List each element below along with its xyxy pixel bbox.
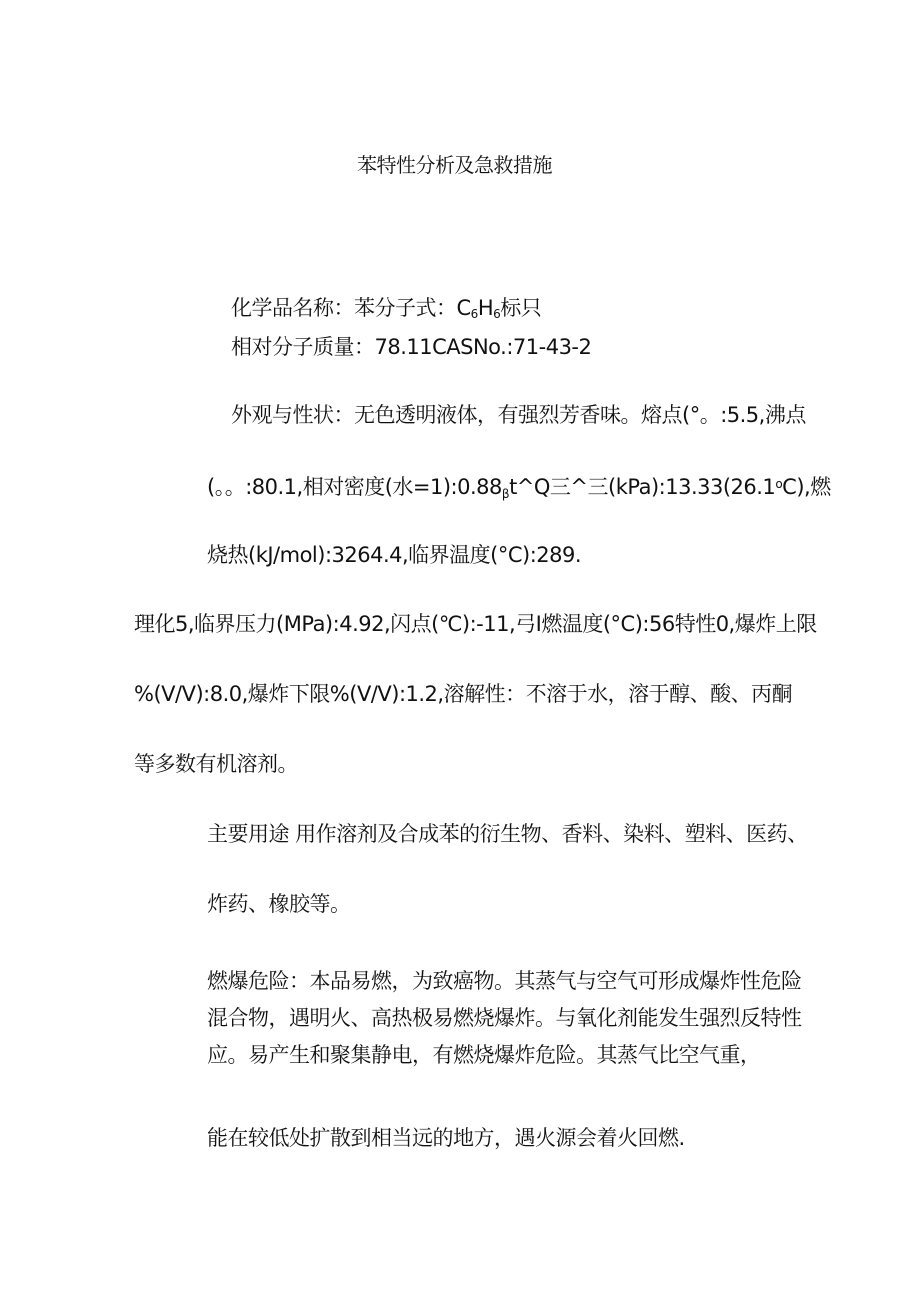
degree-glyph: o: [775, 477, 783, 491]
hazard-line-2: 混合物，遇明火、高热极易燃烧爆炸。与氧化剂能发生强烈反特性: [207, 1006, 802, 1030]
formula-subscript: 6: [493, 307, 501, 321]
hazard-line-3: 应。易产生和聚集静电，有燃烧爆炸危险。其蒸气比空气重，: [207, 1043, 761, 1067]
combustion-heat-line: 烧热(kJ/mol):3264.4,临界温度(°C):289.: [207, 543, 582, 567]
molecular-mass-line: 相对分子质量：78.11CASNo.:71-43-2: [231, 335, 592, 359]
density-line: [207, 473, 831, 501]
density-text: (。。:80.1,相对密度(水=1):0.88: [207, 475, 502, 499]
vapor-text: t^Q三^三(kPa):13.33(26.1: [509, 475, 776, 499]
vapor-tail: C),燃: [782, 475, 831, 499]
solvent-line: 等多数有机溶剂。: [134, 752, 298, 776]
explosion-limit-line: %(V/V):8.0,爆炸下限%(V/V):1.2,溶解性：不溶于水，溶于醇、酸、丙酮: [134, 682, 793, 706]
chem-name-text: 化学品名称：苯分子式：C: [231, 296, 471, 320]
beta-glyph: β: [501, 487, 510, 501]
chem-name-line: [231, 294, 541, 322]
usage-line: 主要用途 用作溶剂及合成苯的衍生物、香料、染料、塑料、医药、: [207, 822, 808, 846]
usage-line-2: 炸药、橡胶等。: [207, 892, 351, 916]
document-title: 苯特性分析及急救措施: [357, 153, 552, 177]
hazard-line-4: 能在较低处扩散到相当远的地方，遇火源会着火回燃.: [207, 1126, 685, 1150]
formula-h: H: [477, 296, 494, 320]
physchem-line: 理化5,临界压力(MPa):4.92,闪点(℃):-11,弓I燃温度(°C):56特性0,爆炸上限: [134, 612, 817, 636]
hazard-line-1: 燃爆危险：本品易燃，为致癌物。其蒸气与空气可形成爆炸性危险: [207, 969, 802, 993]
formula-subscript: 6: [470, 307, 478, 321]
chem-name-tail: 标只: [500, 296, 542, 320]
appearance-line: 外观与性状：无色透明液体，有强烈芳香味。熔点(°。:5.5,沸点: [231, 403, 806, 427]
